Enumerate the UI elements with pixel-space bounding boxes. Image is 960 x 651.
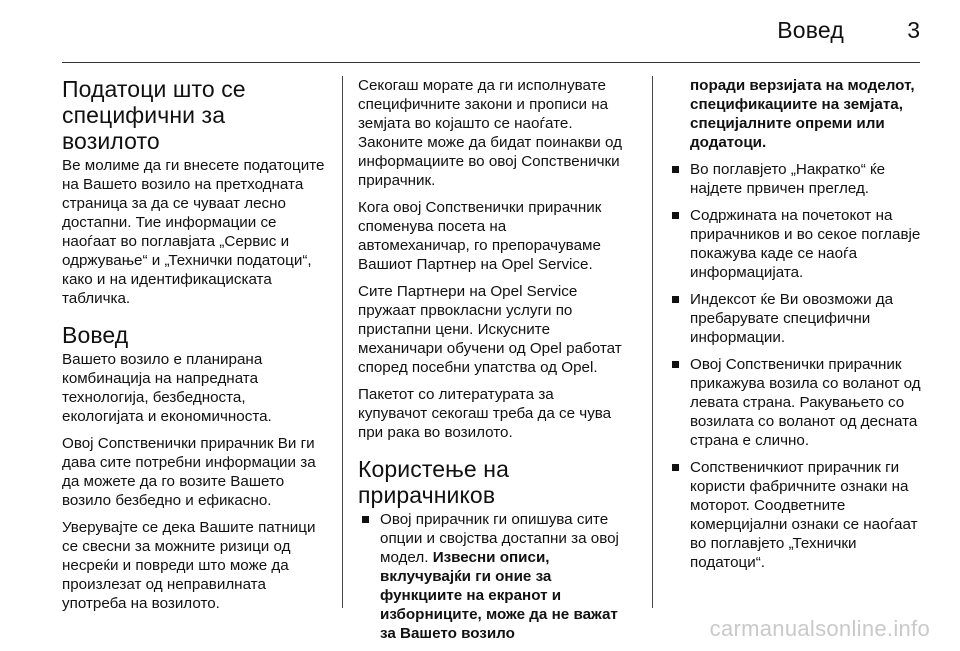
paragraph-vehicle-data: Ве молиме да ги внесете податоците на Вашето возило на претходната страница за да се чуваат лесно достапни. Тие информации се наоѓаат во поглавјата „Сервис и одржување“ и „Технички податоци“, како и на идентификациската табличка. [62, 157, 325, 307]
list-item: Индексот ќе Ви овозможи да пребарувате специфични информации. [668, 290, 930, 347]
list-item: Во поглавјето „Накратко“ ќе најдете првичен преглед. [668, 160, 930, 198]
paragraph-intro-1: Вашето возило е планирана комбинација на напредната технологија, безбедноста, екологијата и економичноста. [62, 351, 272, 425]
paragraph-partners: Сите Партнери на Opel Service пружаат првокласни услуги по пристапни цени. Искусните механичари обучени од Opel работат според посебни упатства од Opel. [358, 283, 622, 376]
list-item: Сопственичкиот прирачник ги користи фабричните ознаки на моторот. Соодветните комерцијални ознаки се наоѓаат во поглавјето „Технички податоци“. [668, 458, 930, 572]
watermark: carmanualsonline.info [709, 616, 930, 641]
paragraph-laws: Секогаш морате да ги исполнувате специфичните закони и прописи на земјата во којашто се наоѓате. Законите може да бидат поинакви од информациите во овој Сопственички прирачник. [358, 77, 622, 189]
page-header [0, 0, 960, 60]
heading-usage: Користење на прирачников [358, 456, 509, 508]
paragraph-intro-2: Овој Сопственички прирачник Ви ги дава сите потребни информации за да можете да го возите Вашето возило безбедно и ефикасно. [62, 435, 316, 509]
page-number: 3 [907, 17, 920, 43]
header-title: Вовед [777, 17, 844, 43]
column-3 [668, 76, 930, 580]
paragraph-literature: Пакетот со литературата за купувачот секогаш треба да се чува при рака во возилото. [358, 386, 612, 441]
list-item: Содржината на почетокот на прирачников и во секое поглавје покажува каде се наоѓа информацијата. [668, 206, 930, 282]
heading-vehicle-data: Податоци што се специфични за возилото [62, 76, 246, 154]
header-rule [62, 62, 920, 63]
usage-list [358, 510, 622, 643]
list-item [358, 510, 622, 643]
paragraph-workshop: Кога овој Сопственички прирачник споменува посета на автомеханичар, го препорачуваме Вашиот Партнер на Opel Service. [358, 199, 602, 273]
column-divider-2 [652, 76, 653, 608]
column-2 [358, 76, 622, 651]
bullet1-text: Овој прирачник ги опишува сите опции и својства достапни за овој модел. [380, 511, 619, 566]
usage-list-continued [668, 160, 930, 572]
paragraph-intro-3: Уверувајте се дека Вашите патници се свесни за можните ризици од несреќи и повреди што може да произлезат од неправилната употреба на возилото. [62, 519, 316, 612]
bullet1-bold-text: Извесни описи, вклучувајќи ги оние за функциите на екранот и изборниците, може да не важат за Вашето возило [380, 549, 618, 642]
column-1 [62, 76, 326, 621]
bullet1-bold-continued: поради верзијата на моделот, спецификациите на земјата, специјалните опреми или додатоци. [690, 77, 915, 151]
heading-intro: Вовед [62, 322, 129, 348]
list-item: Овој Сопственички прирачник прикажува возила со воланот од левата страна. Ракувањето со возилата со воланот од десната страна е слично. [668, 355, 930, 450]
column-divider-1 [342, 76, 343, 608]
